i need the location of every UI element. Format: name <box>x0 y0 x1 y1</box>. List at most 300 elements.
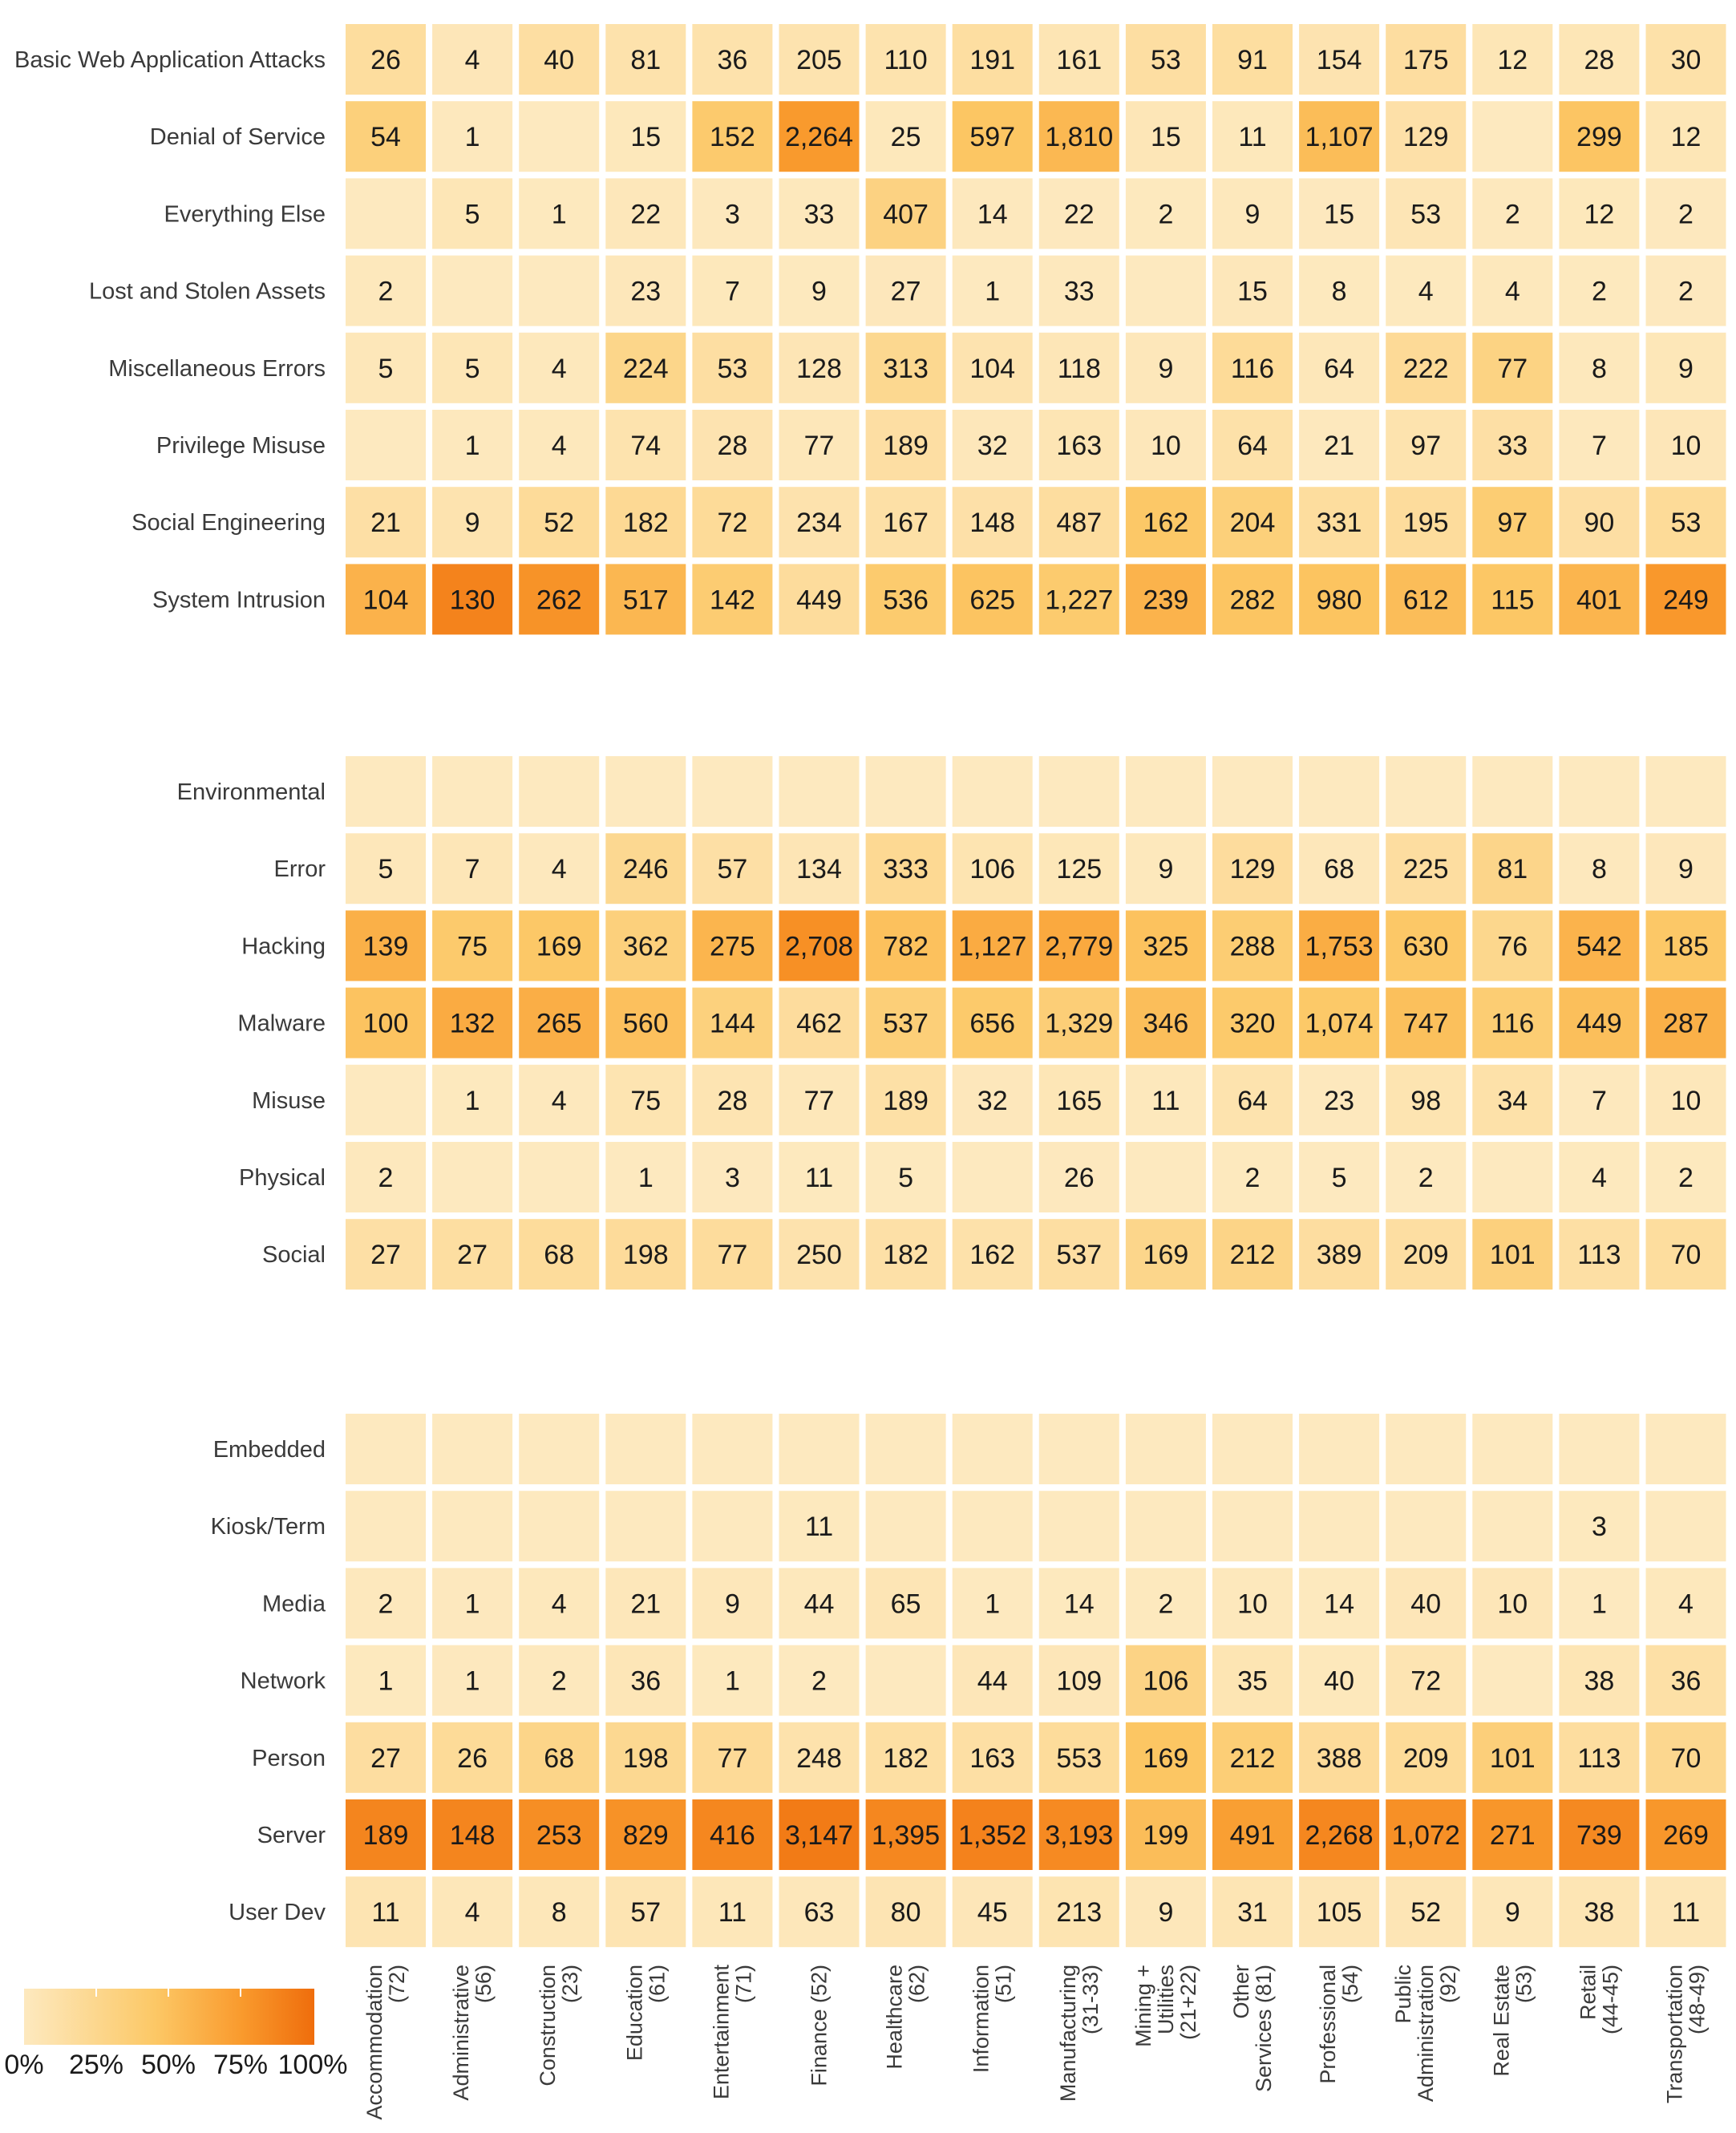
cell-value: 2,268 <box>1305 1820 1374 1851</box>
cell-value: 612 <box>1402 585 1449 616</box>
cell-value: 829 <box>622 1820 669 1851</box>
column-label-line: (21+22) <box>1176 1965 1200 2040</box>
column-label-line: (61) <box>645 1965 670 2004</box>
heatmap-cell <box>1126 1142 1206 1212</box>
cell-value: 53 <box>1670 508 1702 539</box>
column-label-line: Accommodation <box>362 1965 386 2120</box>
heatmap-cell <box>692 756 772 827</box>
cell-value: 40 <box>1410 1589 1442 1620</box>
cell-value: 625 <box>969 585 1016 616</box>
cell-value: 57 <box>717 854 748 885</box>
cell-value: 980 <box>1316 585 1362 616</box>
cell-value: 401 <box>1576 585 1622 616</box>
cell-value: 116 <box>1491 1008 1535 1039</box>
cell-value: 288 <box>1229 931 1276 962</box>
heatmap-cell <box>1646 1414 1726 1484</box>
cell-value: 2,264 <box>784 122 854 153</box>
cell-value: 75 <box>630 1085 662 1116</box>
cell-value: 144 <box>710 1008 755 1039</box>
cell-value: 53 <box>717 353 748 384</box>
cell-value: 1 <box>378 1666 394 1697</box>
cell-value: 1 <box>464 1589 480 1620</box>
cell-value: 416 <box>710 1820 755 1851</box>
cell-value: 225 <box>1402 854 1449 885</box>
heatmap-cell <box>432 756 512 827</box>
cell-value: 5 <box>464 199 480 230</box>
column-label-line: Construction <box>536 1965 560 2086</box>
cell-value: 68 <box>544 1742 575 1774</box>
cell-value: 8 <box>551 1897 567 1929</box>
legend-tick-label: 100% <box>277 2050 348 2080</box>
cell-value: 154 <box>1316 45 1362 75</box>
heatmap-cell <box>1039 1491 1119 1561</box>
heatmap-cell <box>866 1645 946 1716</box>
cell-value: 198 <box>622 1240 669 1271</box>
cell-value: 31 <box>1237 1897 1268 1929</box>
cell-value: 246 <box>622 854 669 885</box>
cell-value: 462 <box>796 1008 842 1039</box>
column-label <box>883 1965 929 2070</box>
cell-value: 1,127 <box>958 931 1027 962</box>
row-label: Miscellaneous Errors <box>108 355 326 382</box>
cell-value: 27 <box>370 1742 401 1774</box>
cell-value: 1 <box>464 1085 480 1116</box>
cell-value: 537 <box>1056 1240 1103 1271</box>
cell-value: 222 <box>1402 353 1449 384</box>
heatmap-cell <box>1039 1414 1119 1484</box>
cell-value: 331 <box>1316 508 1362 539</box>
column-label-line: Transportation <box>1662 1965 1687 2104</box>
cell-value: 739 <box>1576 1820 1622 1851</box>
cell-value: 282 <box>1229 585 1276 616</box>
cell-value: 90 <box>1584 508 1615 539</box>
row-label: Network <box>240 1668 326 1694</box>
column-label <box>709 1965 755 2100</box>
cell-value: 3 <box>724 1163 740 1193</box>
row-label: Privilege Misuse <box>156 433 326 459</box>
cell-value: 15 <box>630 122 662 153</box>
cell-value: 3,147 <box>784 1820 854 1851</box>
heatmap-cell <box>346 1491 426 1561</box>
cell-value: 2,708 <box>784 931 854 962</box>
heatmap-cell <box>1472 101 1552 172</box>
column-label-line: (92) <box>1436 1965 1461 2004</box>
cell-value: 40 <box>1324 1666 1355 1697</box>
cell-value: 44 <box>803 1589 835 1620</box>
cell-value: 597 <box>969 122 1016 153</box>
cell-value: 553 <box>1056 1742 1103 1774</box>
cell-value: 287 <box>1663 1008 1709 1039</box>
column-label-line: (72) <box>385 1965 409 2004</box>
column-label-line: Healthcare <box>882 1965 907 2070</box>
column-label-line: Other <box>1229 1965 1253 2019</box>
cell-value: 2 <box>1678 199 1694 230</box>
column-label-line: Finance (52) <box>807 1965 832 2086</box>
cell-value: 182 <box>622 508 669 539</box>
heatmap-cell <box>692 1414 772 1484</box>
cell-value: 81 <box>630 45 662 75</box>
column-label <box>1663 1965 1710 2103</box>
cell-value: 199 <box>1143 1820 1189 1851</box>
cell-value: 68 <box>1324 854 1355 885</box>
cell-value: 1,810 <box>1045 122 1114 153</box>
cell-value: 333 <box>883 854 929 885</box>
cell-value: 148 <box>969 508 1016 539</box>
cell-value: 15 <box>1150 122 1181 153</box>
cell-value: 11 <box>371 1897 400 1929</box>
heatmap-cell <box>432 1414 512 1484</box>
cell-value: 560 <box>622 1008 669 1039</box>
heatmap-cell <box>1472 1414 1552 1484</box>
cell-value: 113 <box>1577 1240 1621 1271</box>
cell-value: 74 <box>630 431 662 461</box>
cell-value: 101 <box>1489 1240 1536 1271</box>
cell-value: 1,072 <box>1391 1820 1460 1851</box>
heatmap-cell <box>1386 756 1466 827</box>
heatmap-cell <box>346 1414 426 1484</box>
column-label-line: Real Estate <box>1489 1965 1514 2077</box>
heatmap-cell <box>1299 1491 1379 1561</box>
cell-value: 104 <box>969 353 1016 384</box>
heatmap-cell <box>519 101 599 172</box>
cell-value: 313 <box>883 353 929 384</box>
cell-value: 198 <box>622 1742 669 1774</box>
cell-value: 7 <box>724 276 740 307</box>
cell-value: 106 <box>969 854 1016 885</box>
cell-value: 2 <box>1591 276 1607 307</box>
cell-value: 35 <box>1237 1666 1268 1697</box>
cell-value: 2 <box>1158 1589 1174 1620</box>
cell-value: 77 <box>1497 353 1528 384</box>
heatmap-cell <box>953 756 1033 827</box>
cell-value: 28 <box>1584 45 1615 75</box>
cell-value: 4 <box>551 854 567 885</box>
cell-value: 3 <box>724 199 740 230</box>
column-label-line: Information <box>969 1965 993 2074</box>
row-label: Person <box>252 1745 326 1771</box>
heatmap-cell <box>953 1491 1033 1561</box>
cell-value: 8 <box>1331 276 1347 307</box>
cell-value: 10 <box>1670 1085 1702 1116</box>
cell-value: 239 <box>1143 585 1189 616</box>
cell-value: 38 <box>1584 1666 1615 1697</box>
legend-tick-label: 25% <box>68 2050 124 2080</box>
cell-value: 75 <box>457 931 488 962</box>
cell-value: 2 <box>811 1666 827 1697</box>
cell-value: 116 <box>1230 353 1275 384</box>
cell-value: 3 <box>1591 1512 1607 1543</box>
cell-value: 656 <box>969 1008 1016 1039</box>
cell-value: 72 <box>1410 1666 1442 1697</box>
cell-value: 1 <box>724 1666 740 1697</box>
cell-value: 1,227 <box>1045 585 1114 616</box>
column-label-line: (56) <box>471 1965 496 2004</box>
column-label-line: Professional <box>1316 1965 1341 2084</box>
heatmap-cell <box>605 1491 686 1561</box>
cell-value: 189 <box>883 431 929 461</box>
cell-value: 52 <box>1410 1897 1442 1929</box>
cell-value: 12 <box>1497 45 1528 75</box>
heatmap-cell <box>1212 756 1293 827</box>
column-label-line: Education <box>622 1965 647 2062</box>
column-label-line: Entertainment <box>709 1965 734 2100</box>
cell-value: 68 <box>544 1240 575 1271</box>
column-label <box>1056 1965 1103 2102</box>
cell-value: 320 <box>1229 1008 1276 1039</box>
legend-color-bar <box>24 1989 314 2045</box>
cell-value: 1,352 <box>958 1820 1027 1851</box>
column-label-line: Mining + <box>1131 1965 1155 2047</box>
cell-value: 54 <box>370 122 401 153</box>
heatmap-cell <box>1386 1414 1466 1484</box>
row-label: User Dev <box>229 1900 326 1926</box>
cell-value: 4 <box>1591 1163 1607 1193</box>
cell-value: 109 <box>1056 1666 1103 1697</box>
cell-value: 2 <box>1678 276 1694 307</box>
cell-value: 64 <box>1237 1085 1268 1116</box>
cell-value: 36 <box>630 1666 662 1697</box>
cell-value: 129 <box>1229 854 1276 885</box>
cell-value: 209 <box>1402 1742 1449 1774</box>
column-label <box>449 1965 496 2101</box>
cell-value: 22 <box>1063 199 1095 230</box>
heatmap-cell <box>1126 756 1206 827</box>
cell-value: 7 <box>464 854 480 885</box>
cell-value: 53 <box>1410 199 1442 230</box>
cell-value: 26 <box>457 1742 488 1774</box>
cell-value: 32 <box>977 431 1008 461</box>
cell-value: 11 <box>804 1512 834 1543</box>
cell-value: 407 <box>883 199 929 230</box>
column-label-line: Manufacturing <box>1055 1965 1080 2103</box>
cell-value: 1 <box>985 276 1001 307</box>
cell-value: 2 <box>1504 199 1520 230</box>
cell-value: 23 <box>1324 1085 1355 1116</box>
cell-value: 9 <box>1244 199 1261 230</box>
cell-value: 167 <box>883 508 929 539</box>
cell-value: 537 <box>883 1008 929 1039</box>
column-label <box>622 1965 669 2061</box>
cell-value: 169 <box>1143 1742 1189 1774</box>
cell-value: 28 <box>717 431 748 461</box>
cell-value: 125 <box>1056 854 1103 885</box>
heatmap-cell <box>346 410 426 480</box>
row-label: Lost and Stolen Assets <box>88 278 326 305</box>
cell-value: 21 <box>370 508 401 539</box>
cell-value: 25 <box>890 122 921 153</box>
heatmap-cell <box>519 256 599 326</box>
cell-value: 2 <box>378 1589 394 1620</box>
column-label-line: Administration <box>1414 1965 1439 2103</box>
cell-value: 27 <box>457 1240 488 1271</box>
row-label: Denial of Service <box>149 124 326 151</box>
heatmap-cell <box>1559 1414 1639 1484</box>
cell-value: 57 <box>630 1897 662 1929</box>
legend-tick-label: 75% <box>212 2050 269 2080</box>
cell-value: 165 <box>1056 1085 1103 1116</box>
cell-value: 77 <box>717 1240 748 1271</box>
cell-value: 189 <box>883 1085 929 1116</box>
heatmap-panel-3 <box>211 1414 1726 1947</box>
cell-value: 21 <box>1324 431 1355 461</box>
cell-value: 4 <box>551 353 567 384</box>
cell-value: 98 <box>1410 1085 1442 1116</box>
cell-value: 76 <box>1497 931 1528 962</box>
cell-value: 113 <box>1577 1742 1621 1774</box>
cell-value: 10 <box>1497 1589 1528 1620</box>
cell-value: 5 <box>378 854 394 885</box>
cell-value: 101 <box>1489 1742 1536 1774</box>
cell-value: 1 <box>464 122 480 153</box>
cell-value: 26 <box>1063 1163 1095 1193</box>
cell-value: 27 <box>890 276 921 307</box>
cell-value: 250 <box>796 1240 842 1271</box>
cell-value: 132 <box>449 1008 496 1039</box>
cell-value: 11 <box>1238 122 1267 153</box>
column-label-line: Public <box>1391 1965 1416 2024</box>
column-label-line: Retail <box>1576 1965 1600 2021</box>
cell-value: 4 <box>551 1589 567 1620</box>
cell-value: 12 <box>1670 122 1702 153</box>
row-label: Everything Else <box>164 201 326 228</box>
cell-value: 1,107 <box>1305 122 1374 153</box>
cell-value: 1 <box>551 199 567 230</box>
heatmap-cell <box>866 1414 946 1484</box>
heatmap-cell <box>866 756 946 827</box>
heatmap-cell <box>1126 1491 1206 1561</box>
cell-value: 195 <box>1402 508 1449 539</box>
cell-value: 224 <box>622 353 669 384</box>
cell-value: 162 <box>1143 508 1189 539</box>
cell-value: 205 <box>796 45 842 75</box>
row-label: Hacking <box>241 933 326 960</box>
cell-value: 110 <box>884 45 928 75</box>
cell-value: 11 <box>1671 1897 1701 1929</box>
cell-value: 64 <box>1237 431 1268 461</box>
cell-value: 22 <box>630 199 662 230</box>
cell-value: 14 <box>1324 1589 1355 1620</box>
heatmap-cell <box>1646 1491 1726 1561</box>
cell-value: 1 <box>985 1589 1001 1620</box>
heatmap-cell <box>519 1491 599 1561</box>
column-label-line: (23) <box>558 1965 583 2004</box>
cell-value: 169 <box>536 931 582 962</box>
cell-value: 97 <box>1410 431 1442 461</box>
cell-value: 104 <box>362 585 409 616</box>
legend-tick-label: 50% <box>140 2050 196 2080</box>
row-label: Basic Web Application Attacks <box>14 47 326 73</box>
cell-value: 105 <box>1316 1897 1362 1929</box>
heatmap-cell <box>1039 756 1119 827</box>
row-label: Physical <box>239 1165 326 1191</box>
cell-value: 40 <box>544 45 575 75</box>
column-label-line: Utilities <box>1153 1965 1178 2035</box>
cell-value: 262 <box>536 585 582 616</box>
cell-value: 53 <box>1150 45 1181 75</box>
cell-value: 2 <box>1158 199 1174 230</box>
cell-value: 97 <box>1497 508 1528 539</box>
cell-value: 275 <box>710 931 755 962</box>
cell-value: 449 <box>1576 1008 1622 1039</box>
heatmap-cell <box>953 1142 1033 1212</box>
cell-value: 782 <box>883 931 929 962</box>
cell-value: 487 <box>1056 508 1103 539</box>
cell-value: 152 <box>710 122 755 153</box>
row-label: Malware <box>237 1010 326 1037</box>
cell-value: 449 <box>796 585 842 616</box>
cell-value: 30 <box>1670 45 1702 75</box>
row-label: Media <box>262 1591 326 1617</box>
cell-value: 4 <box>464 1897 480 1929</box>
cell-value: 33 <box>1063 276 1095 307</box>
cell-value: 269 <box>1663 1820 1709 1851</box>
row-label: Embedded <box>212 1437 326 1463</box>
row-label: Error <box>273 856 326 883</box>
cell-value: 11 <box>718 1897 747 1929</box>
cell-value: 77 <box>803 1085 835 1116</box>
cell-value: 34 <box>1497 1085 1528 1116</box>
cell-value: 2,779 <box>1045 931 1114 962</box>
cell-value: 5 <box>464 353 480 384</box>
cell-value: 77 <box>803 431 835 461</box>
cell-value: 169 <box>1143 1240 1189 1271</box>
cell-value: 747 <box>1402 1008 1449 1039</box>
heatmap-cell <box>1212 1491 1293 1561</box>
cell-value: 362 <box>622 931 669 962</box>
heatmap-cell <box>692 1491 772 1561</box>
cell-value: 271 <box>1489 1820 1536 1851</box>
column-label <box>807 1965 832 2086</box>
cell-value: 52 <box>544 508 575 539</box>
cell-value: 63 <box>803 1897 835 1929</box>
cell-value: 26 <box>370 45 401 75</box>
heatmap-panel-1 <box>14 24 1726 634</box>
heatmap-cell <box>1646 756 1726 827</box>
column-label-line: (71) <box>731 1965 756 2004</box>
heatmap-cell <box>866 1491 946 1561</box>
column-label-line: (31-33) <box>1078 1965 1103 2035</box>
heatmap-cell <box>432 1491 512 1561</box>
cell-value: 191 <box>969 45 1016 75</box>
heatmap-cell <box>519 1142 599 1212</box>
cell-value: 1,395 <box>872 1820 941 1851</box>
cell-value: 542 <box>1576 931 1622 962</box>
cell-value: 70 <box>1670 1240 1702 1271</box>
cell-value: 9 <box>1158 353 1174 384</box>
column-label-line: (54) <box>1338 1965 1363 2004</box>
cell-value: 1,753 <box>1305 931 1374 962</box>
cell-value: 36 <box>1670 1666 1702 1697</box>
cell-value: 81 <box>1497 854 1528 885</box>
heatmap-cell <box>346 178 426 249</box>
cell-value: 91 <box>1237 45 1268 75</box>
row-label: Social <box>262 1242 326 1269</box>
cell-value: 2 <box>1678 1163 1694 1193</box>
cell-value: 1 <box>637 1163 654 1193</box>
cell-value: 44 <box>977 1666 1008 1697</box>
column-label-line: (62) <box>904 1965 929 2004</box>
cell-value: 9 <box>811 276 827 307</box>
cell-value: 32 <box>977 1085 1008 1116</box>
cell-value: 2 <box>378 1163 394 1193</box>
cell-value: 8 <box>1591 854 1607 885</box>
row-label: Kiosk/Term <box>210 1514 326 1540</box>
cell-value: 65 <box>890 1589 921 1620</box>
cell-value: 12 <box>1584 199 1615 230</box>
row-label: Misuse <box>252 1087 326 1114</box>
column-label <box>1316 1965 1362 2084</box>
heatmap-cell <box>1212 1414 1293 1484</box>
